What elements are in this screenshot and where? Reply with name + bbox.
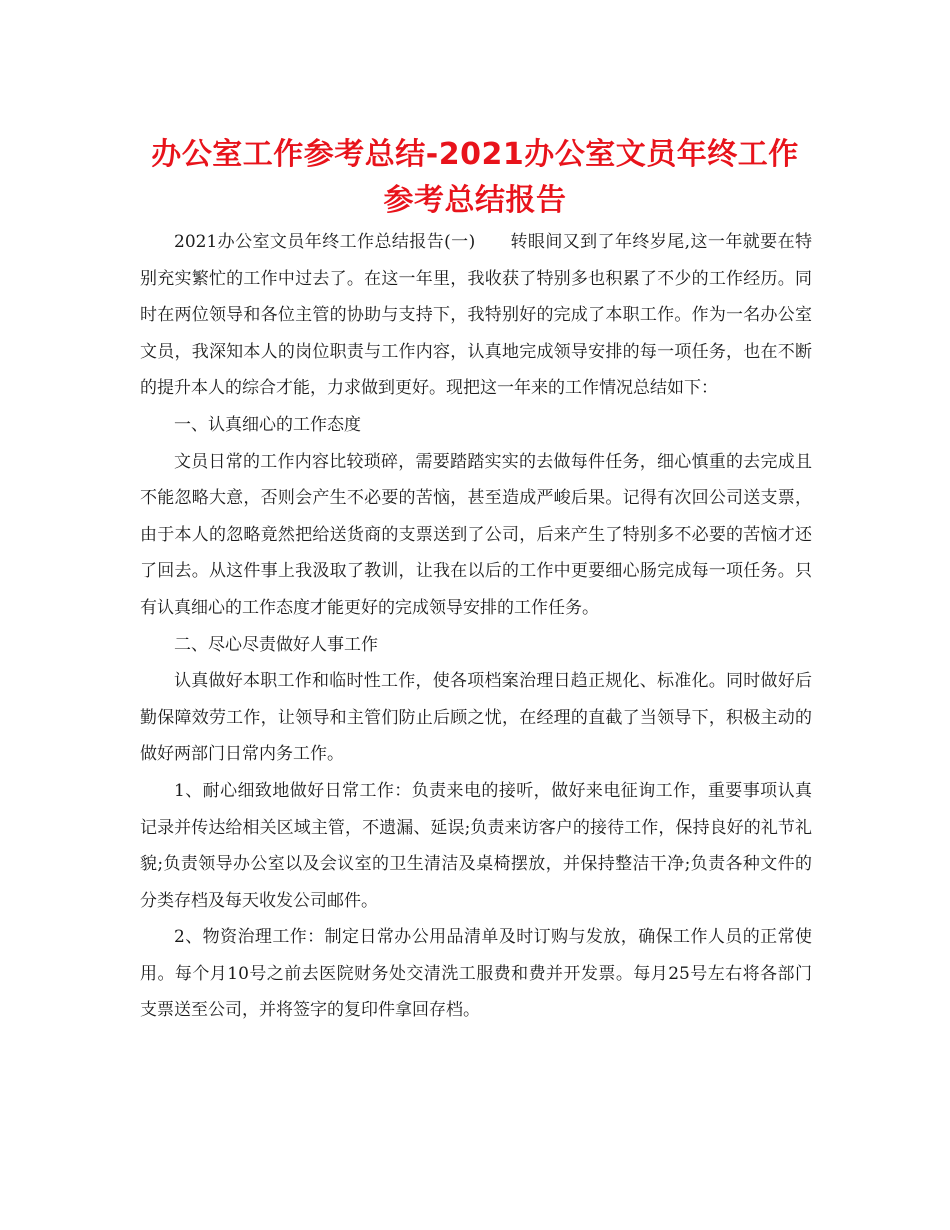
paragraph-personnel: 认真做好本职工作和临时性工作，使各项档案治理日趋正规化、标准化。同时做好后勤保障效劳工作，让领导和主管们防止后顾之忧，在经理的直截了当领导下，积极主动的做好两部门日常内务工作。 [140, 671, 812, 765]
paragraph-attitude: 文员日常的工作内容比较琐碎，需要踏踏实实的去做每件任务，细心慎重的去完成且不能忽略大意，否则会产生不必要的苦恼，甚至造成严峻后果。记得有次回公司送支票，由于本人的忽略竟然把给送货商的支票送到了公司，后来产生了特别多不必要的苦恼才还了回去。从这件事上我汲取了教训，让我在以后的工作中更要细心肠完成每一项任务。只有认真细心的工作态度才能更好的完成领导安排的工作任务。 [140, 451, 812, 618]
title-line-1: 办公室工作参考总结-2021办公室文员年终工作 [151, 137, 799, 172]
section-heading-1: 一、认真细心的工作态度 [174, 414, 361, 435]
title-line-2: 参考总结报告 [383, 183, 567, 218]
document-title [120, 132, 830, 224]
paragraph-supplies: 2、物资治理工作：制定日常办公用品清单及时订购与发放，确保工作人员的正常使用。每个月10号之前去医院财务处交清洗工服费和费并开发票。每月25号左右将各部门支票送至公司，并将签字的复印件拿回存档。 [140, 927, 812, 1021]
paragraph-daily-work: 1、耐心细致地做好日常工作：负责来电的接听，做好来电征询工作，重要事项认真记录并传达给相关区域主管，不遗漏、延误;负责来访客户的接待工作，保持良好的礼节礼貌;负责领导办公室以及会议室的卫生清洁及桌椅摆放，并保持整洁干净;负责各种文件的分类存档及每天收发公司邮件。 [140, 780, 812, 911]
paragraph-intro: 2021办公室文员年终工作总结报告(一) 转眼间又到了年终岁尾,这一年就要在特别充实繁忙的工作中过去了。在这一年里，我收获了特别多也积累了不少的工作经历。同时在两位领导和各位主管的协助与支持下，我特别好的完成了本职工作。作为一名办公室文员，我深知本人的岗位职责与工作内容，认真地完成领导安排的每一项任务，也在不断的提升本人的综合才能，力求做到更好。现把这一年来的工作情况总结如下： [140, 232, 812, 399]
document-body [140, 224, 812, 1029]
section-heading-2: 二、尽心尽责做好人事工作 [174, 634, 378, 655]
